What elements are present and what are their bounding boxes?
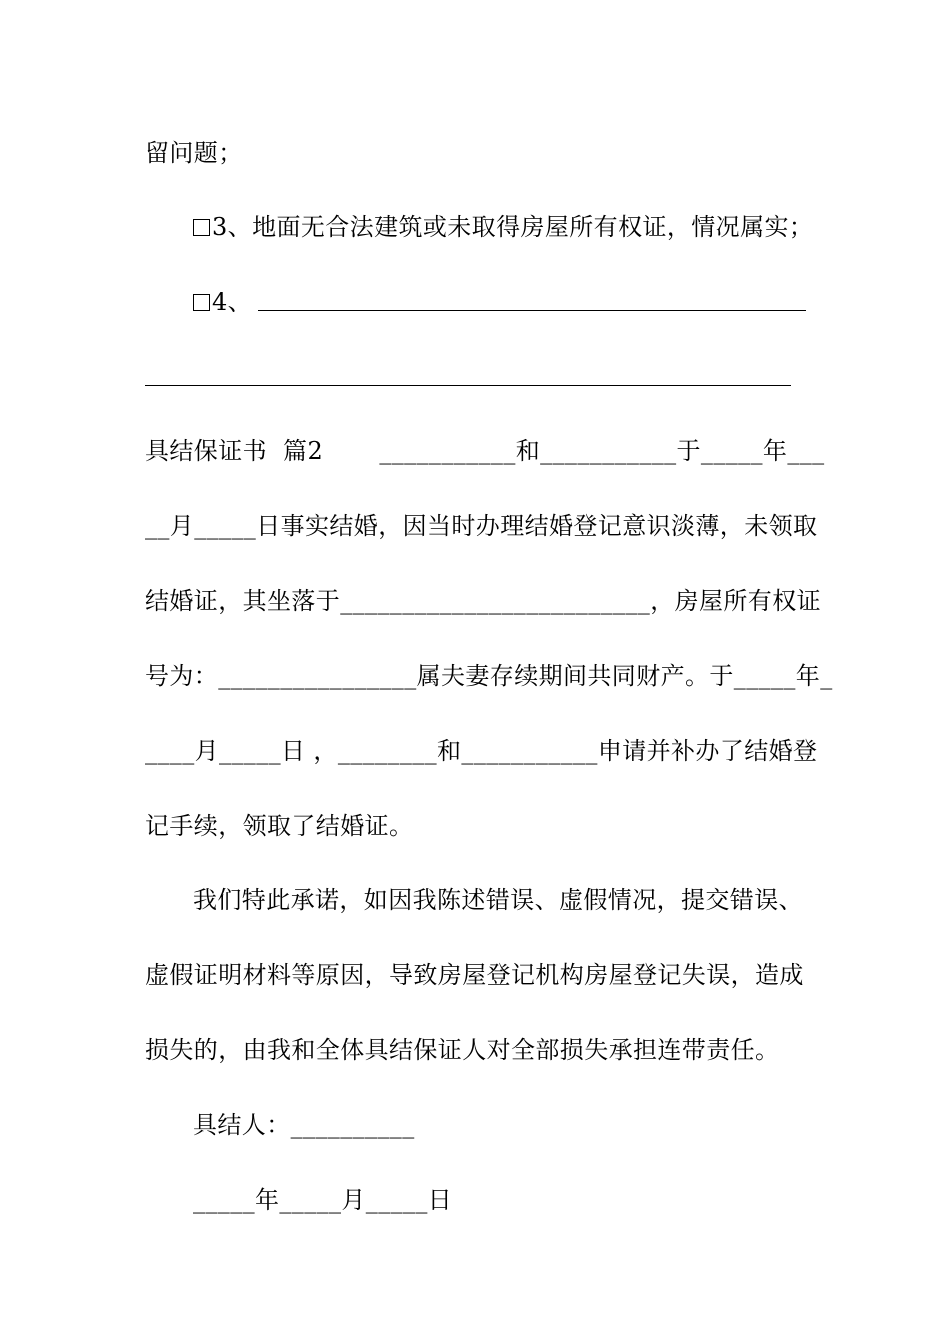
signatory-line: 具结人：__________	[193, 1111, 415, 1139]
paragraph-line-4: 具结保证书 篇2 ___________和___________于_____年___	[145, 437, 825, 465]
checklist-item-3	[193, 212, 813, 242]
paragraph-line-1: 留问题；	[145, 139, 243, 167]
paragraph-line-9: 记手续，领取了结婚证。	[145, 812, 414, 840]
checkbox-icon[interactable]	[193, 294, 210, 311]
paragraph-line-5: __月_____日事实结婚，因当时办理结婚登记意识淡薄，未领取	[145, 512, 818, 540]
blank-line	[145, 385, 791, 386]
paragraph-line-11: 虚假证明材料等原因，导致房屋登记机构房屋登记失误，造成	[145, 961, 804, 989]
blank-line	[258, 310, 806, 311]
checklist-item-4-text: 4、	[212, 288, 253, 316]
paragraph-line-7: 号为：________________属夫妻存续期间共同财产。于_____年_	[145, 662, 833, 690]
checklist-item-4	[193, 287, 252, 317]
paragraph-line-8: ____月_____日 ，________和___________申请并补办了结婚登	[145, 737, 818, 765]
date-line: _____年_____月_____日	[193, 1186, 453, 1214]
checklist-item-3-text: 3、地面无合法建筑或未取得房屋所有权证，情况属实；	[212, 213, 814, 241]
checkbox-icon[interactable]	[193, 219, 210, 236]
paragraph-line-10: 我们特此承诺，如因我陈述错误、虚假情况，提交错误、	[193, 886, 803, 914]
paragraph-line-12: 损失的，由我和全体具结保证人对全部损失承担连带责任。	[145, 1036, 780, 1064]
paragraph-line-6: 结婚证，其坐落于_________________________，房屋所有权证	[145, 587, 821, 615]
